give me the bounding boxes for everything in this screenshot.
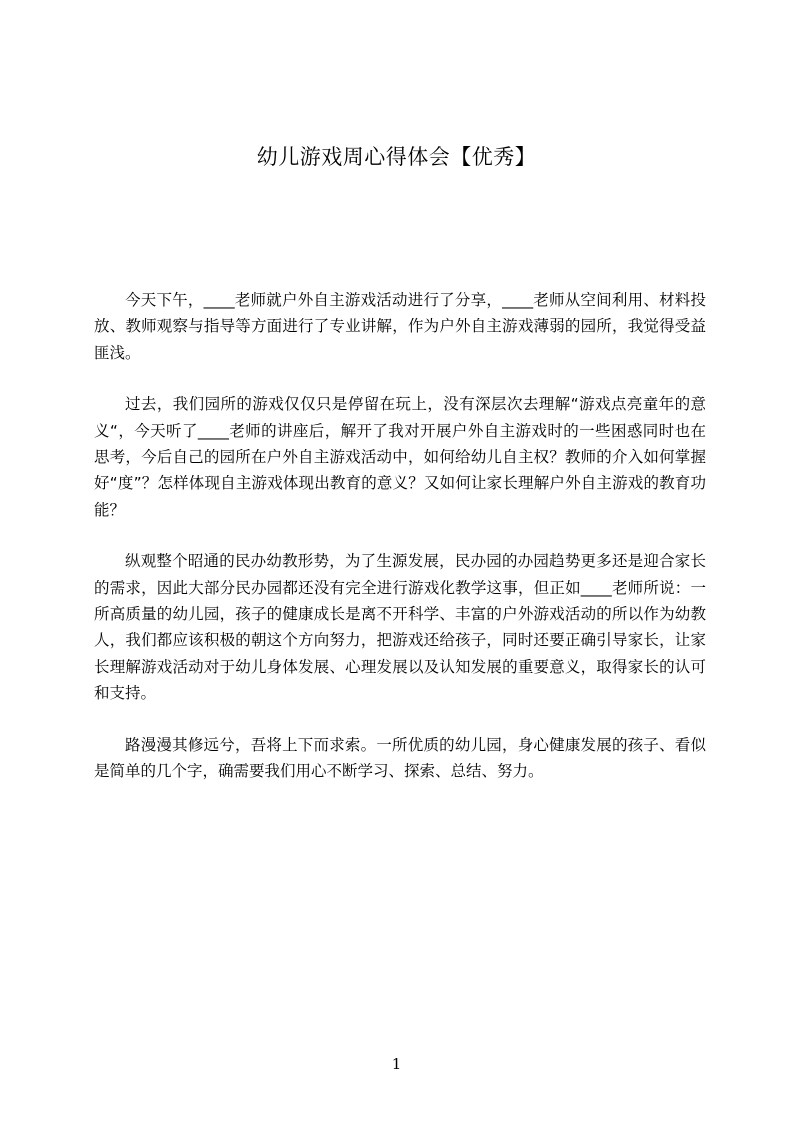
document-body: [94, 287, 706, 810]
paragraph-3: 纵观整个昭通的民办幼教形势，为了生源发展，民办园的办园趋势更多还是迎合家长的需求，因此大部分民办园都还没有完全进行游戏化教学这事，但正如____老师所说：一所高质量的幼儿园，孩子的健康成长是离不开科学、丰富的户外游戏活动的所以作为幼教人，我们都应该积极的朝这个方向努力，把游戏还给孩子，同时还要正确引导家长，让家长理解游戏活动对于幼儿身体发展、心理发展以及认知发展的重要意义，取得家长的认可和支持。: [94, 552, 706, 703]
document-title: 幼儿游戏周心得体会【优秀】: [256, 145, 537, 169]
paragraph-1: 今天下午，____老师就户外自主游戏活动进行了分享，____老师从空间利用、材料投放、教师观察与指导等方面进行了专业讲解，作为户外自主游戏薄弱的园所，我觉得受益匪浅。: [94, 291, 706, 362]
page-number: 1: [391, 1055, 402, 1073]
paragraph-2: 过去，我们园所的游戏仅仅只是停留在玩上，没有深层次去理解“游戏点亮童年的意义“，今天听了____老师的讲座后，解开了我对开展户外自主游戏时的一些困惑同时也在思考，今后自己的园所在户外自主游戏活动中，如何给幼儿自主权？教师的介入如何掌握好“度”？怎样体现自主游戏体现出教育的意义？又如何让家长理解户外自主游戏的教育功能？: [94, 395, 706, 519]
paragraph-4: 路漫漫其修远兮，吾将上下而求索。一所优质的幼儿园，身心健康发展的孩子、看似是简单的几个字，确需要我们用心不断学习、探索、总结、努力。: [94, 735, 706, 781]
